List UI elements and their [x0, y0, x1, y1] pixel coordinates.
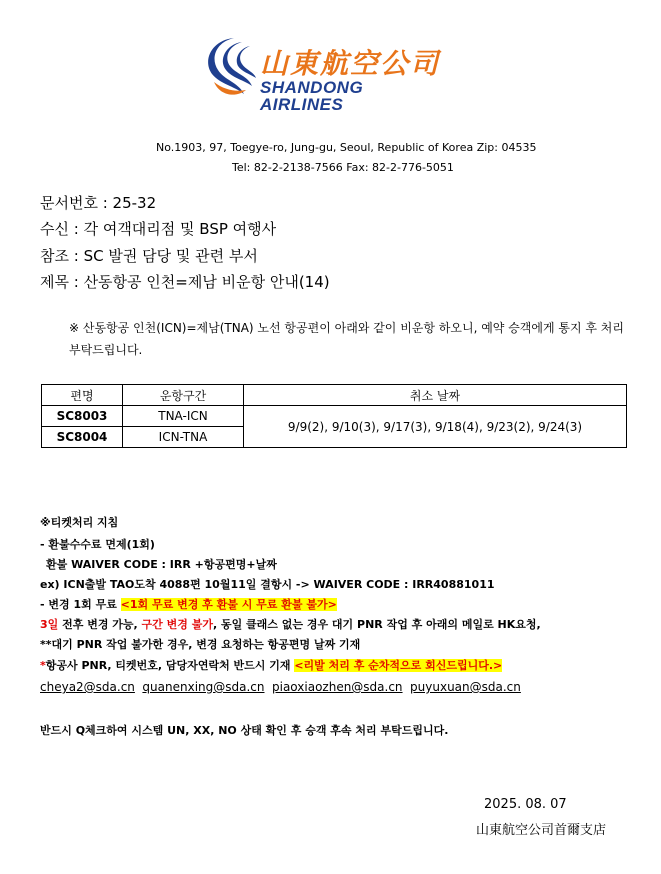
- email-link[interactable]: cheya2@sda.cn: [40, 680, 135, 694]
- recipient: 수신 : 각 여객대리점 및 BSP 여행사: [40, 220, 277, 238]
- issue-date: 2025. 08. 07: [484, 797, 567, 812]
- logo-english-line1: SHANDONG: [260, 78, 364, 97]
- flight-number: SC8003: [42, 406, 123, 427]
- cancellation-table: [41, 384, 627, 448]
- cancel-dates: 9/9(2), 9/10(3), 9/17(3), 9/18(4), 9/23(2), 9/24(3): [244, 406, 627, 448]
- subject: 제목 : 산동항공 인천=제남 비운항 안내(14): [40, 273, 330, 291]
- star-mark: *: [40, 659, 46, 672]
- table-row: [42, 406, 627, 427]
- column-header: 편명: [42, 385, 123, 406]
- flight-number: SC8004: [42, 427, 123, 448]
- doc-number: 문서번호 : 25-32: [40, 194, 157, 212]
- example-line: ex) ICN출발 TAO도착 4088편 10월11일 결항시 -> WAIVER CODE : IRR40881011: [40, 578, 495, 591]
- address-line: No.1903, 97, Toegye-ro, Jung-gu, Seoul, Republic of Korea Zip: 04535: [156, 141, 537, 154]
- signature: 山東航空公司首爾支店: [476, 823, 607, 838]
- company-logo: [204, 32, 454, 114]
- waitlist-line: **대기 PNR 작업 불가한 경우, 변경 요청하는 항공편명 날짜 기재: [40, 638, 361, 651]
- rule-text: , 동일 클래스 없는 경우 대기 PNR 작업 후 아래의 메일로 HK요청,: [212, 618, 541, 631]
- route-change-text: 구간 변경 불가: [141, 618, 213, 631]
- change-rules-line: [40, 616, 541, 632]
- email-list: [40, 680, 525, 694]
- column-header: 운항구간: [123, 385, 244, 406]
- route: TNA-ICN: [123, 406, 244, 427]
- column-header: 취소 날짜: [244, 385, 627, 406]
- email-link[interactable]: puyuxuan@sda.cn: [410, 680, 521, 694]
- reference: 참조 : SC 발권 담당 및 관련 부서: [40, 247, 258, 265]
- table-header-row: [42, 385, 627, 406]
- rule-text: 전후 변경 가능,: [58, 618, 142, 631]
- email-link[interactable]: quanenxing@sda.cn: [142, 680, 265, 694]
- email-link[interactable]: piaoxiaozhen@sda.cn: [272, 680, 403, 694]
- required-info-line: [40, 657, 502, 673]
- contact-line: Tel: 82-2-2138-7566 Fax: 82-2-776-5051: [232, 161, 454, 174]
- waiver-code-line: 환불 WAIVER CODE : IRR +항공편명+날짜: [46, 558, 277, 571]
- guide-title: ※티켓처리 지침: [40, 516, 119, 529]
- final-instruction: 반드시 Q체크하여 시스템 UN, XX, NO 상태 확인 후 승객 후속 처리 부탁드립니다.: [40, 724, 449, 737]
- swirl-logo-icon: [204, 32, 256, 104]
- reply-highlight: <리발 처리 후 순차적으로 회신드립니다.>: [294, 659, 503, 672]
- days-text: 3일: [40, 618, 59, 631]
- logo-chinese-name: 山東航空公司: [260, 47, 441, 80]
- logo-english-line2: AIRLINES: [260, 95, 344, 114]
- change-line: [40, 596, 337, 612]
- route: ICN-TNA: [123, 427, 244, 448]
- notice-paragraph: ※ 산동항공 인천(ICN)=제남(TNA) 노선 항공편이 아래와 같이 비운항 하오니, 예약 승객에게 통지 후 처리 부탁드립니다.: [69, 321, 624, 357]
- refund-fee-line: - 환불수수료 면제(1회): [40, 538, 155, 551]
- change-highlight: <1회 무료 변경 후 환불 시 무료 환불 불가>: [120, 598, 337, 611]
- required-info-text: 항공사 PNR, 티켓번호, 담당자연락처 반드시 기재: [45, 659, 295, 672]
- change-prefix: - 변경 1회 무료: [40, 598, 121, 611]
